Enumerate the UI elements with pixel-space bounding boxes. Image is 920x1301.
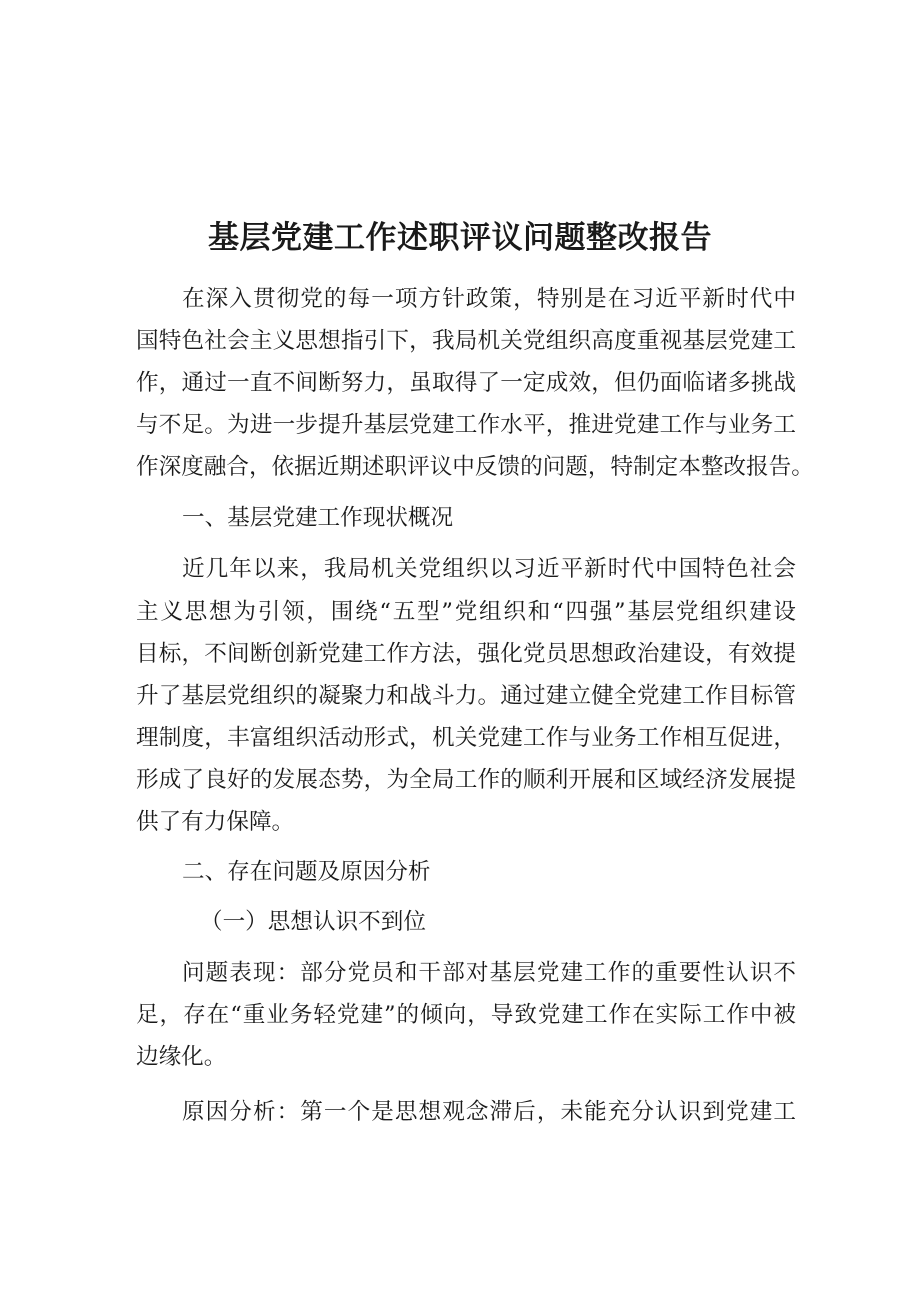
section1-line: 形成了良好的发展态势，为全局工作的顺利开展和区域经济发展提	[136, 767, 796, 793]
section1-line: 理制度，丰富组织活动形式，机关党建工作与业务工作相互促进，	[136, 725, 796, 751]
intro-line: 作深度融合，依据近期述职评议中反馈的问题，特制定本整改报告。	[136, 454, 814, 480]
intro-line: 作，通过一直不间断努力，虽取得了一定成效，但仍面临诸多挑战	[136, 370, 796, 396]
problem-line: 问题表现：部分党员和干部对基层党建工作的重要性认识不	[182, 960, 796, 986]
cause-line: 原因分析：第一个是思想观念滞后，未能充分认识到党建工	[182, 1099, 796, 1125]
subsection-heading: （一）思想认识不到位	[200, 909, 426, 935]
problem-line: 边缘化。	[136, 1044, 227, 1070]
section1-line: 近几年以来，我局机关党组织以习近平新时代中国特色社会	[182, 556, 796, 582]
section1-line: 目标，不间断创新党建工作方法，强化党员思想政治建设，有效提	[136, 641, 796, 667]
intro-line: 在深入贯彻党的每一项方针政策，特别是在习近平新时代中	[182, 286, 796, 312]
section-heading: 一、基层党建工作现状概况	[182, 505, 454, 531]
section1-line: 升了基层党组织的凝聚力和战斗力。通过建立健全党建工作目标管	[136, 683, 796, 709]
section1-line: 供了有力保障。	[136, 809, 295, 835]
section-heading: 二、存在问题及原因分析	[182, 859, 431, 885]
problem-line: 足，存在“重业务轻党建”的倾向，导致党建工作在实际工作中被	[136, 1002, 796, 1028]
intro-line: 国特色社会主义思想指引下，我局机关党组织高度重视基层党建工	[136, 328, 796, 354]
intro-line: 与不足。为进一步提升基层党建工作水平，推进党建工作与业务工	[136, 412, 796, 438]
document-title: 基层党建工作述职评议问题整改报告	[208, 220, 712, 256]
section1-line: 主义思想为引领，围绕“五型”党组织和“四强”基层党组织建设	[136, 599, 796, 625]
